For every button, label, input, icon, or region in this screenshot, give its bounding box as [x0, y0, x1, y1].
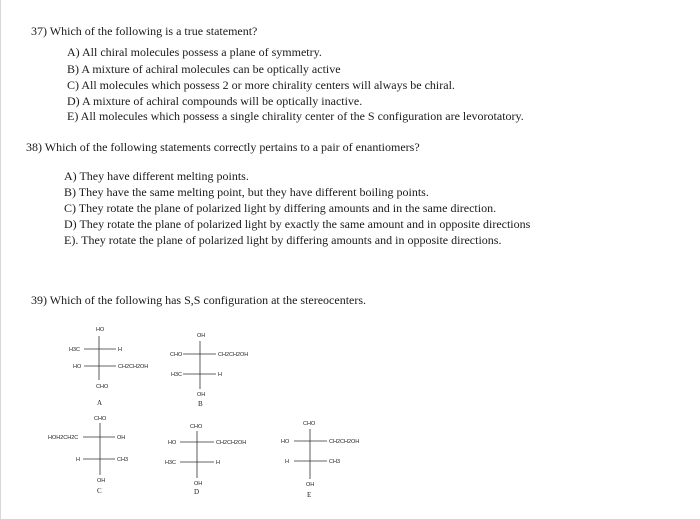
- fischer-projection-d: [165, 424, 246, 496]
- question-38-option-a: A) They have different melting points.: [64, 169, 249, 183]
- structure-a-bottom: CHO: [96, 384, 109, 390]
- question-37-option-c: C) All molecules which possess 2 or more chirality centers will always be chiral.: [67, 78, 455, 92]
- structure-b-c1-right: CH2CH2OH: [218, 352, 249, 358]
- fischer-projection-e: [281, 421, 359, 499]
- structure-c-c2-right: CH3: [117, 457, 129, 463]
- structure-d-bottom: OH: [194, 481, 203, 487]
- structure-b-c1-left: CHO: [170, 352, 183, 358]
- structure-e-c2-left: H: [285, 459, 289, 465]
- structure-a-c2-right: CH2CH2OH: [118, 364, 149, 370]
- structure-a-top: HO: [96, 327, 105, 333]
- structure-c-top: CHO: [94, 416, 107, 422]
- fischer-projection-a: [69, 327, 148, 407]
- question-37-option-e: E) All molecules which possess a single chirality center of the S configuration are levorotatory.: [67, 109, 524, 123]
- structure-c-c1-left: HOH2CH2C: [48, 435, 79, 441]
- question-38-option-c: C) They rotate the plane of polarized light by differing amounts and in the same direction.: [64, 201, 497, 215]
- structure-c-bottom: OH: [97, 478, 106, 484]
- question-38-option-b: B) They have the same melting point, but they have different boiling points.: [64, 185, 429, 199]
- structure-e-letter: E: [307, 491, 312, 499]
- structure-b-bottom: OH: [197, 392, 206, 398]
- structure-c-c2-left: H: [76, 457, 80, 463]
- question-38-option-d: D) They rotate the plane of polarized light by exactly the same amount and in opposite directions: [64, 217, 531, 231]
- question-37-option-d: D) A mixture of achiral compounds will be optically inactive.: [67, 94, 363, 108]
- question-38-stem: 38) Which of the following statements correctly pertains to a pair of enantiomers?: [26, 140, 420, 154]
- structure-a-c1-right: H: [118, 347, 122, 353]
- structure-e-c1-right: CH2CH2OH: [329, 439, 360, 445]
- structure-a-c1-left: H3C: [69, 347, 81, 353]
- structure-d-top: CHO: [190, 424, 203, 430]
- structure-c-c1-right: OH: [117, 435, 126, 441]
- structure-d-letter: D: [194, 488, 200, 496]
- structure-a-letter: A: [97, 399, 103, 407]
- structure-a-c2-left: HO: [73, 364, 82, 370]
- structure-b-c2-left: H3C: [171, 372, 183, 378]
- structure-e-bottom: OH: [306, 482, 315, 488]
- question-38-option-e: E). They rotate the plane of polarized light by differing amounts and in opposite directions.: [64, 233, 502, 247]
- structure-e-c1-left: HO: [281, 439, 290, 445]
- structure-d-c2-left: H3C: [165, 460, 177, 466]
- structure-e-c2-right: CH3: [329, 459, 341, 465]
- fischer-projection-b: [170, 333, 248, 408]
- fischer-projection-c: [48, 416, 128, 495]
- structure-b-c2-right: H: [218, 372, 222, 378]
- structure-d-c1-right: CH2CH2OH: [216, 440, 247, 446]
- question-37-stem: 37) Which of the following is a true statement?: [31, 24, 258, 38]
- structure-b-top: OH: [197, 333, 206, 339]
- structure-c-letter: C: [97, 487, 102, 495]
- structure-b-letter: B: [198, 400, 203, 408]
- question-37-option-a: A) All chiral molecules possess a plane of symmetry.: [67, 45, 322, 59]
- question-39-stem: 39) Which of the following has S,S configuration at the stereocenters.: [31, 293, 367, 307]
- structure-d-c1-left: HO: [168, 440, 177, 446]
- structure-e-top: CHO: [303, 421, 316, 427]
- question-37-option-b: B) A mixture of achiral molecules can be optically active: [67, 62, 341, 76]
- structure-d-c2-right: H: [216, 460, 220, 466]
